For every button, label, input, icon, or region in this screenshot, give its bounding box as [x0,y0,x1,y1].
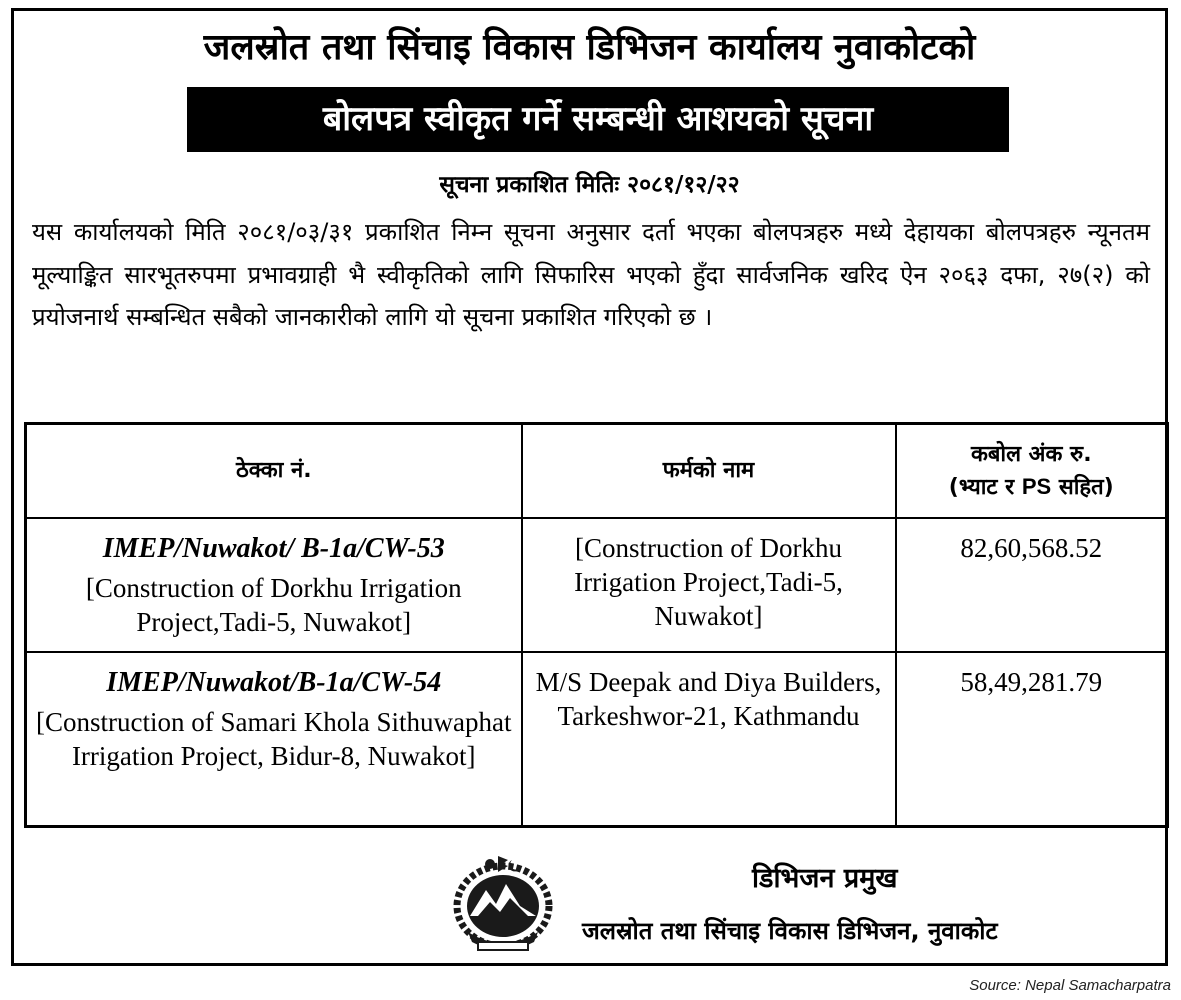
header-firm-name: फर्मको नाम [522,424,896,519]
contract-description: [Construction of Dorkhu Irrigation Project,Tadi-5, Nuwakot] [85,573,462,637]
bid-amount-cell: 82,60,568.52 [896,518,1168,652]
table-row [26,652,1168,827]
contract-description: [Construction of Samari Khola Sithuwaphat Irrigation Project, Bidur-8, Nuwakot] [36,707,512,771]
bid-amount-cell: 58,49,281.79 [896,652,1168,827]
table-header-row [26,424,1168,519]
published-date: सूचना प्रकाशित मितिः २०८१/१२/२२ [439,172,740,198]
notice-frame [11,8,1168,966]
table-row [26,518,1168,652]
contract-code: IMEP/Nuwakot/B-1a/CW-54 [106,667,442,698]
firm-name-cell: M/S Deepak and Diya Builders, Tarkeshwor-21, Kathmandu [522,652,896,827]
notice-banner: बोलपत्र स्वीकृत गर्ने सम्बन्धी आशयको सूचना [187,87,1009,152]
office-title: जलस्रोत तथा सिंचाइ विकास डिभिजन कार्यालय नुवाकोटको [203,27,976,68]
nepal-government-emblem-icon [448,854,558,954]
tender-table [24,422,1169,828]
firm-name-cell: [Construction of Dorkhu Irrigation Project,Tadi-5, Nuwakot] [522,518,896,652]
signer-office: जलस्रोत तथा सिंचाइ विकास डिभिजन, नुवाकोट [582,917,998,945]
signer-title: डिभिजन प्रमुख [752,863,898,894]
contract-code: IMEP/Nuwakot/ B-1a/CW-53 [102,533,445,564]
contract-cell [26,652,522,827]
contract-cell [26,518,522,652]
header-bid-amount [896,424,1168,519]
header-bid-amount-line2-pre: (भ्याट र [948,474,1022,500]
notice-body-text: यस कार्यालयको मिति २०८१/०३/३१ प्रकाशित निम्न सूचना अनुसार दर्ता भएका बोलपत्रहरु मध्ये देहायका बोलपत्रहरु न्यूनतम मूल्याङ्कित सारभूतरुपमा प्रभावग्राही भै स्वीकृतिको लागि सिफारिस भएको हुँदा सार्वजनिक खरिद ऐन २०६३ दफा, २७(२) को प्रयोजनार्थ सम्बन्धित सबैको जानकारीको लागि यो सूचना प्रकाशित गरिएको छ । [32,218,1150,331]
header-bid-amount-ps: PS [1021,473,1052,499]
header-contract-no: ठेक्का नं. [26,424,522,519]
header-bid-amount-line1: कबोल अंक रु. [970,441,1092,467]
source-credit: Source: Nepal Samacharpatra [969,977,1171,994]
header-bid-amount-line2-post: सहित) [1051,474,1114,500]
